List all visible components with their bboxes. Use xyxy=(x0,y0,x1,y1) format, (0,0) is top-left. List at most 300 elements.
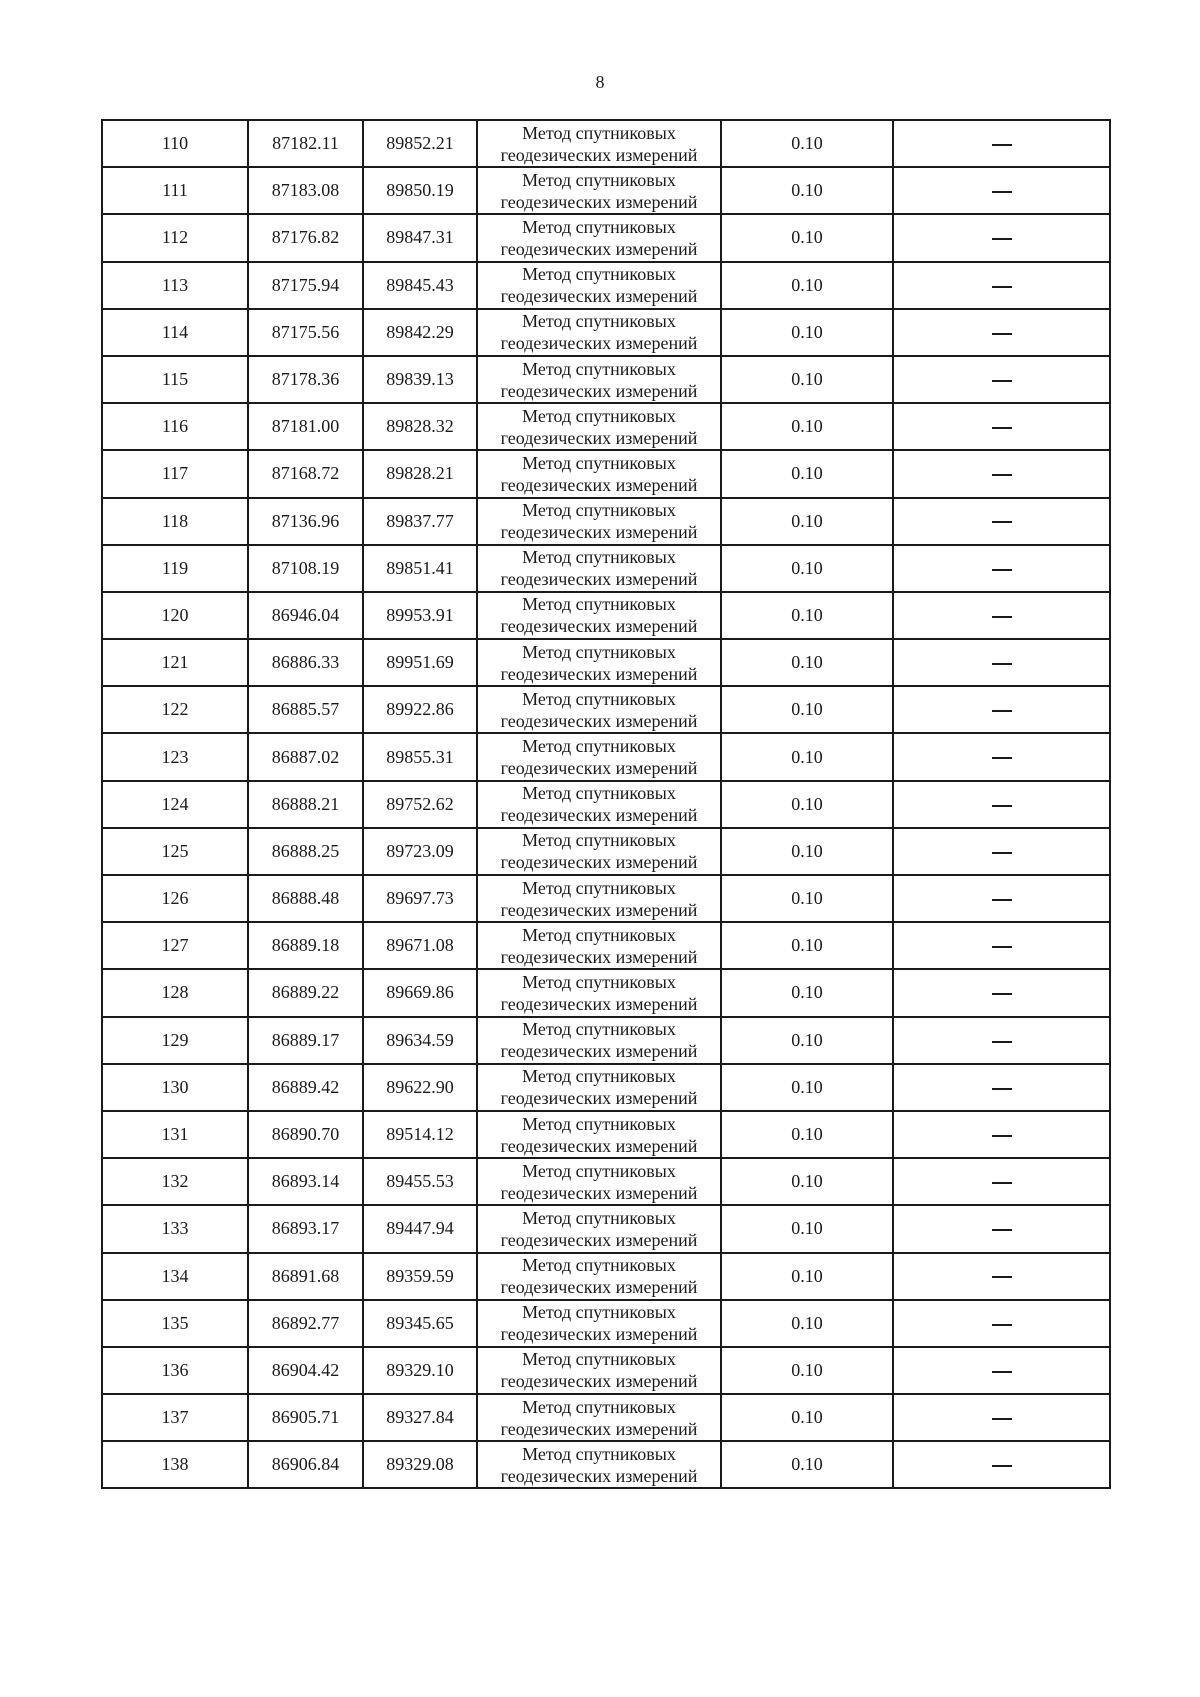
note-text xyxy=(1012,1360,1013,1361)
point-number-cell: 137 xyxy=(102,1394,248,1441)
accuracy-cell: 0.10 xyxy=(721,403,893,450)
accuracy-cell: 0.10 xyxy=(721,1300,893,1347)
note-text xyxy=(1012,1407,1013,1408)
method-line-2: геодезических измерений xyxy=(500,758,698,779)
method-line-1: Метод спутниковых xyxy=(522,1255,676,1276)
point-number-cell: 119 xyxy=(102,545,248,592)
method-line-2: геодезических измерений xyxy=(500,191,698,212)
x-coordinate-cell: 87183.08 xyxy=(248,167,363,214)
note-cell xyxy=(893,733,1110,780)
point-number-cell: 118 xyxy=(102,498,248,545)
method-line-2: геодезических измерений xyxy=(500,1324,698,1345)
method-cell xyxy=(477,1017,721,1064)
dash-mark xyxy=(992,1229,1012,1231)
note-cell xyxy=(893,592,1110,639)
table-row xyxy=(102,1300,1110,1347)
y-coordinate-cell: 89828.32 xyxy=(363,403,477,450)
point-number-cell: 125 xyxy=(102,828,248,875)
note-text xyxy=(1012,275,1013,276)
method-line-1: Метод спутниковых xyxy=(522,405,676,426)
accuracy-cell: 0.10 xyxy=(721,592,893,639)
x-coordinate-cell: 87175.94 xyxy=(248,262,363,309)
note-cell xyxy=(893,545,1110,592)
method-cell xyxy=(477,262,721,309)
method-line-2: геодезических измерений xyxy=(500,1229,698,1250)
y-coordinate-cell: 89842.29 xyxy=(363,309,477,356)
y-coordinate-cell: 89850.19 xyxy=(363,167,477,214)
dash-mark xyxy=(992,1276,1012,1278)
dash-mark xyxy=(992,805,1012,807)
method-line-2: геодезических измерений xyxy=(500,805,698,826)
table-row xyxy=(102,639,1110,686)
point-number-cell: 111 xyxy=(102,167,248,214)
method-line-2: геодезических измерений xyxy=(500,899,698,920)
dash-mark xyxy=(992,286,1012,288)
method-cell xyxy=(477,450,721,497)
table-row xyxy=(102,309,1110,356)
method-cell xyxy=(477,1347,721,1394)
note-cell xyxy=(893,1064,1110,1111)
method-cell xyxy=(477,1300,721,1347)
method-line-1: Метод спутниковых xyxy=(522,830,676,851)
dash-mark xyxy=(992,380,1012,382)
note-text xyxy=(1012,322,1013,323)
note-text xyxy=(1012,416,1013,417)
note-cell xyxy=(893,309,1110,356)
dash-mark xyxy=(992,521,1012,523)
table-row xyxy=(102,1064,1110,1111)
method-cell xyxy=(477,356,721,403)
x-coordinate-cell: 86890.70 xyxy=(248,1111,363,1158)
y-coordinate-cell: 89514.12 xyxy=(363,1111,477,1158)
x-coordinate-cell: 87175.56 xyxy=(248,309,363,356)
table-row xyxy=(102,1441,1110,1488)
y-coordinate-cell: 89922.86 xyxy=(363,686,477,733)
x-coordinate-cell: 87168.72 xyxy=(248,450,363,497)
method-line-1: Метод спутниковых xyxy=(522,1396,676,1417)
accuracy-cell: 0.10 xyxy=(721,1158,893,1205)
note-text xyxy=(1012,1171,1013,1172)
dash-mark xyxy=(992,474,1012,476)
table-row xyxy=(102,1253,1110,1300)
accuracy-cell: 0.10 xyxy=(721,1017,893,1064)
method-line-2: геодезических измерений xyxy=(500,663,698,684)
method-line-2: геодезических измерений xyxy=(500,710,698,731)
method-cell xyxy=(477,1158,721,1205)
method-line-2: геодезических измерений xyxy=(500,1088,698,1109)
accuracy-cell: 0.10 xyxy=(721,1441,893,1488)
method-line-1: Метод спутниковых xyxy=(522,452,676,473)
y-coordinate-cell: 89329.08 xyxy=(363,1441,477,1488)
method-line-1: Метод спутниковых xyxy=(522,783,676,804)
method-line-1: Метод спутниковых xyxy=(522,264,676,285)
y-coordinate-cell: 89669.86 xyxy=(363,969,477,1016)
method-line-2: геодезических измерений xyxy=(500,1277,698,1298)
method-line-2: геодезических измерений xyxy=(500,1418,698,1439)
method-cell xyxy=(477,1253,721,1300)
y-coordinate-cell: 89839.13 xyxy=(363,356,477,403)
y-coordinate-cell: 89828.21 xyxy=(363,450,477,497)
note-text xyxy=(1012,227,1013,228)
note-text xyxy=(1012,1030,1013,1031)
note-text xyxy=(1012,1454,1013,1455)
note-text xyxy=(1012,1077,1013,1078)
table-row xyxy=(102,922,1110,969)
method-line-2: геодезических измерений xyxy=(500,286,698,307)
dash-mark xyxy=(992,427,1012,429)
table-row xyxy=(102,781,1110,828)
x-coordinate-cell: 87108.19 xyxy=(248,545,363,592)
note-text xyxy=(1012,935,1013,936)
x-coordinate-cell: 86889.42 xyxy=(248,1064,363,1111)
note-cell xyxy=(893,922,1110,969)
accuracy-cell: 0.10 xyxy=(721,356,893,403)
note-cell xyxy=(893,875,1110,922)
point-number-cell: 120 xyxy=(102,592,248,639)
note-cell xyxy=(893,403,1110,450)
accuracy-cell: 0.10 xyxy=(721,733,893,780)
dash-mark xyxy=(992,1465,1012,1467)
x-coordinate-cell: 86887.02 xyxy=(248,733,363,780)
accuracy-cell: 0.10 xyxy=(721,781,893,828)
accuracy-cell: 0.10 xyxy=(721,498,893,545)
coordinates-table xyxy=(101,119,1111,1489)
method-cell xyxy=(477,592,721,639)
method-line-1: Метод спутниковых xyxy=(522,971,676,992)
accuracy-cell: 0.10 xyxy=(721,545,893,592)
point-number-cell: 134 xyxy=(102,1253,248,1300)
y-coordinate-cell: 89359.59 xyxy=(363,1253,477,1300)
note-cell xyxy=(893,781,1110,828)
table-row xyxy=(102,1111,1110,1158)
method-line-1: Метод спутниковых xyxy=(522,1019,676,1040)
point-number-cell: 123 xyxy=(102,733,248,780)
table-row xyxy=(102,592,1110,639)
note-cell xyxy=(893,1205,1110,1252)
point-number-cell: 135 xyxy=(102,1300,248,1347)
note-cell xyxy=(893,1347,1110,1394)
method-line-1: Метод спутниковых xyxy=(522,1160,676,1181)
table-row xyxy=(102,1205,1110,1252)
note-cell xyxy=(893,1111,1110,1158)
point-number-cell: 110 xyxy=(102,120,248,167)
method-line-2: геодезических измерений xyxy=(500,238,698,259)
y-coordinate-cell: 89671.08 xyxy=(363,922,477,969)
dash-mark xyxy=(992,663,1012,665)
method-line-2: геодезических измерений xyxy=(500,1135,698,1156)
x-coordinate-cell: 86889.17 xyxy=(248,1017,363,1064)
note-cell xyxy=(893,1441,1110,1488)
point-number-cell: 138 xyxy=(102,1441,248,1488)
dash-mark xyxy=(992,144,1012,146)
point-number-cell: 132 xyxy=(102,1158,248,1205)
method-line-1: Метод спутниковых xyxy=(522,358,676,379)
note-text xyxy=(1012,747,1013,748)
method-line-2: геодезических измерений xyxy=(500,852,698,873)
method-cell xyxy=(477,403,721,450)
accuracy-cell: 0.10 xyxy=(721,262,893,309)
method-line-2: геодезических измерений xyxy=(500,1465,698,1486)
y-coordinate-cell: 89622.90 xyxy=(363,1064,477,1111)
method-line-1: Метод спутниковых xyxy=(522,500,676,521)
method-line-2: геодезических измерений xyxy=(500,144,698,165)
table-row xyxy=(102,545,1110,592)
y-coordinate-cell: 89697.73 xyxy=(363,875,477,922)
dash-mark xyxy=(992,1041,1012,1043)
method-line-1: Метод спутниковых xyxy=(522,594,676,615)
x-coordinate-cell: 86946.04 xyxy=(248,592,363,639)
note-text xyxy=(1012,888,1013,889)
table-row xyxy=(102,1347,1110,1394)
y-coordinate-cell: 89953.91 xyxy=(363,592,477,639)
dash-mark xyxy=(992,946,1012,948)
point-number-cell: 130 xyxy=(102,1064,248,1111)
point-number-cell: 114 xyxy=(102,309,248,356)
y-coordinate-cell: 89345.65 xyxy=(363,1300,477,1347)
x-coordinate-cell: 86888.48 xyxy=(248,875,363,922)
coordinates-table-body xyxy=(102,120,1110,1488)
note-text xyxy=(1012,463,1013,464)
point-number-cell: 115 xyxy=(102,356,248,403)
method-cell xyxy=(477,1064,721,1111)
note-cell xyxy=(893,1394,1110,1441)
y-coordinate-cell: 89855.31 xyxy=(363,733,477,780)
note-cell xyxy=(893,1158,1110,1205)
method-line-1: Метод спутниковых xyxy=(522,1302,676,1323)
method-line-1: Метод спутниковых xyxy=(522,311,676,332)
table-row xyxy=(102,403,1110,450)
point-number-cell: 127 xyxy=(102,922,248,969)
note-cell xyxy=(893,214,1110,261)
note-text xyxy=(1012,699,1013,700)
note-cell xyxy=(893,639,1110,686)
point-number-cell: 126 xyxy=(102,875,248,922)
point-number-cell: 129 xyxy=(102,1017,248,1064)
y-coordinate-cell: 89327.84 xyxy=(363,1394,477,1441)
method-line-1: Метод спутниковых xyxy=(522,547,676,568)
method-cell xyxy=(477,1441,721,1488)
method-cell xyxy=(477,545,721,592)
y-coordinate-cell: 89851.41 xyxy=(363,545,477,592)
y-coordinate-cell: 89723.09 xyxy=(363,828,477,875)
table-row xyxy=(102,450,1110,497)
table-row xyxy=(102,356,1110,403)
x-coordinate-cell: 87136.96 xyxy=(248,498,363,545)
x-coordinate-cell: 87178.36 xyxy=(248,356,363,403)
method-cell xyxy=(477,214,721,261)
note-text xyxy=(1012,605,1013,606)
dash-mark xyxy=(992,757,1012,759)
note-text xyxy=(1012,511,1013,512)
x-coordinate-cell: 86888.25 xyxy=(248,828,363,875)
method-cell xyxy=(477,828,721,875)
y-coordinate-cell: 89447.94 xyxy=(363,1205,477,1252)
y-coordinate-cell: 89752.62 xyxy=(363,781,477,828)
x-coordinate-cell: 86905.71 xyxy=(248,1394,363,1441)
method-line-2: геодезических измерений xyxy=(500,569,698,590)
dash-mark xyxy=(992,569,1012,571)
accuracy-cell: 0.10 xyxy=(721,309,893,356)
method-line-1: Метод спутниковых xyxy=(522,924,676,945)
note-text xyxy=(1012,841,1013,842)
x-coordinate-cell: 86886.33 xyxy=(248,639,363,686)
table-row xyxy=(102,828,1110,875)
note-cell xyxy=(893,167,1110,214)
y-coordinate-cell: 89845.43 xyxy=(363,262,477,309)
dash-mark xyxy=(992,1418,1012,1420)
dash-mark xyxy=(992,238,1012,240)
dash-mark xyxy=(992,899,1012,901)
dash-mark xyxy=(992,1371,1012,1373)
accuracy-cell: 0.10 xyxy=(721,1111,893,1158)
accuracy-cell: 0.10 xyxy=(721,1064,893,1111)
note-text xyxy=(1012,369,1013,370)
dash-mark xyxy=(992,993,1012,995)
note-cell xyxy=(893,969,1110,1016)
method-line-2: геодезических измерений xyxy=(500,993,698,1014)
dash-mark xyxy=(992,1324,1012,1326)
method-cell xyxy=(477,922,721,969)
method-cell xyxy=(477,875,721,922)
y-coordinate-cell: 89951.69 xyxy=(363,639,477,686)
note-text xyxy=(1012,982,1013,983)
note-text xyxy=(1012,180,1013,181)
x-coordinate-cell: 86889.22 xyxy=(248,969,363,1016)
x-coordinate-cell: 86885.57 xyxy=(248,686,363,733)
point-number-cell: 122 xyxy=(102,686,248,733)
dash-mark xyxy=(992,191,1012,193)
point-number-cell: 121 xyxy=(102,639,248,686)
note-cell xyxy=(893,1300,1110,1347)
note-text xyxy=(1012,558,1013,559)
table-row xyxy=(102,875,1110,922)
method-line-2: геодезических измерений xyxy=(500,1041,698,1062)
method-line-1: Метод спутниковых xyxy=(522,877,676,898)
note-cell xyxy=(893,1017,1110,1064)
y-coordinate-cell: 89852.21 xyxy=(363,120,477,167)
method-cell xyxy=(477,1111,721,1158)
accuracy-cell: 0.10 xyxy=(721,120,893,167)
accuracy-cell: 0.10 xyxy=(721,1205,893,1252)
note-cell xyxy=(893,828,1110,875)
note-text xyxy=(1012,1266,1013,1267)
accuracy-cell: 0.10 xyxy=(721,1253,893,1300)
y-coordinate-cell: 89634.59 xyxy=(363,1017,477,1064)
method-line-2: геодезических измерений xyxy=(500,333,698,354)
accuracy-cell: 0.10 xyxy=(721,922,893,969)
method-line-1: Метод спутниковых xyxy=(522,1207,676,1228)
x-coordinate-cell: 86893.17 xyxy=(248,1205,363,1252)
note-cell xyxy=(893,450,1110,497)
y-coordinate-cell: 89837.77 xyxy=(363,498,477,545)
accuracy-cell: 0.10 xyxy=(721,875,893,922)
method-line-2: геодезических измерений xyxy=(500,1371,698,1392)
note-cell xyxy=(893,120,1110,167)
page-number: 8 xyxy=(595,72,605,92)
x-coordinate-cell: 87181.00 xyxy=(248,403,363,450)
point-number-cell: 133 xyxy=(102,1205,248,1252)
method-line-1: Метод спутниковых xyxy=(522,169,676,190)
note-text xyxy=(1012,1218,1013,1219)
note-cell xyxy=(893,262,1110,309)
table-row xyxy=(102,214,1110,261)
table-row xyxy=(102,120,1110,167)
method-cell xyxy=(477,1394,721,1441)
y-coordinate-cell: 89847.31 xyxy=(363,214,477,261)
method-cell xyxy=(477,733,721,780)
method-cell xyxy=(477,1205,721,1252)
method-cell xyxy=(477,781,721,828)
x-coordinate-cell: 86906.84 xyxy=(248,1441,363,1488)
note-text xyxy=(1012,1313,1013,1314)
method-line-1: Метод спутниковых xyxy=(522,1113,676,1134)
accuracy-cell: 0.10 xyxy=(721,167,893,214)
method-cell xyxy=(477,969,721,1016)
note-cell xyxy=(893,686,1110,733)
table-row xyxy=(102,733,1110,780)
note-cell xyxy=(893,356,1110,403)
dash-mark xyxy=(992,710,1012,712)
table-row xyxy=(102,1394,1110,1441)
x-coordinate-cell: 86892.77 xyxy=(248,1300,363,1347)
method-cell xyxy=(477,686,721,733)
dash-mark xyxy=(992,1135,1012,1137)
dash-mark xyxy=(992,616,1012,618)
table-row xyxy=(102,969,1110,1016)
accuracy-cell: 0.10 xyxy=(721,1394,893,1441)
x-coordinate-cell: 86888.21 xyxy=(248,781,363,828)
method-line-1: Метод спутниковых xyxy=(522,216,676,237)
method-line-2: геодезических измерений xyxy=(500,522,698,543)
point-number-cell: 116 xyxy=(102,403,248,450)
method-line-1: Метод спутниковых xyxy=(522,641,676,662)
table-row xyxy=(102,262,1110,309)
note-text xyxy=(1012,652,1013,653)
table-row xyxy=(102,167,1110,214)
dash-mark xyxy=(992,1088,1012,1090)
note-text xyxy=(1012,794,1013,795)
method-line-1: Метод спутниковых xyxy=(522,736,676,757)
method-line-1: Метод спутниковых xyxy=(522,122,676,143)
accuracy-cell: 0.10 xyxy=(721,639,893,686)
note-text xyxy=(1012,133,1013,134)
x-coordinate-cell: 86904.42 xyxy=(248,1347,363,1394)
accuracy-cell: 0.10 xyxy=(721,686,893,733)
method-line-2: геодезических измерений xyxy=(500,946,698,967)
dash-mark xyxy=(992,852,1012,854)
table-row xyxy=(102,686,1110,733)
note-text xyxy=(1012,1124,1013,1125)
point-number-cell: 136 xyxy=(102,1347,248,1394)
point-number-cell: 128 xyxy=(102,969,248,1016)
point-number-cell: 113 xyxy=(102,262,248,309)
method-line-1: Метод спутниковых xyxy=(522,1349,676,1370)
x-coordinate-cell: 87182.11 xyxy=(248,120,363,167)
table-row xyxy=(102,498,1110,545)
method-cell xyxy=(477,498,721,545)
accuracy-cell: 0.10 xyxy=(721,1347,893,1394)
method-line-1: Метод спутниковых xyxy=(522,1443,676,1464)
table-row xyxy=(102,1017,1110,1064)
dash-mark xyxy=(992,333,1012,335)
method-line-2: геодезических измерений xyxy=(500,380,698,401)
y-coordinate-cell: 89329.10 xyxy=(363,1347,477,1394)
method-line-1: Метод спутниковых xyxy=(522,1066,676,1087)
method-cell xyxy=(477,639,721,686)
method-line-2: геодезических измерений xyxy=(500,427,698,448)
accuracy-cell: 0.10 xyxy=(721,450,893,497)
method-line-2: геодезических измерений xyxy=(500,474,698,495)
